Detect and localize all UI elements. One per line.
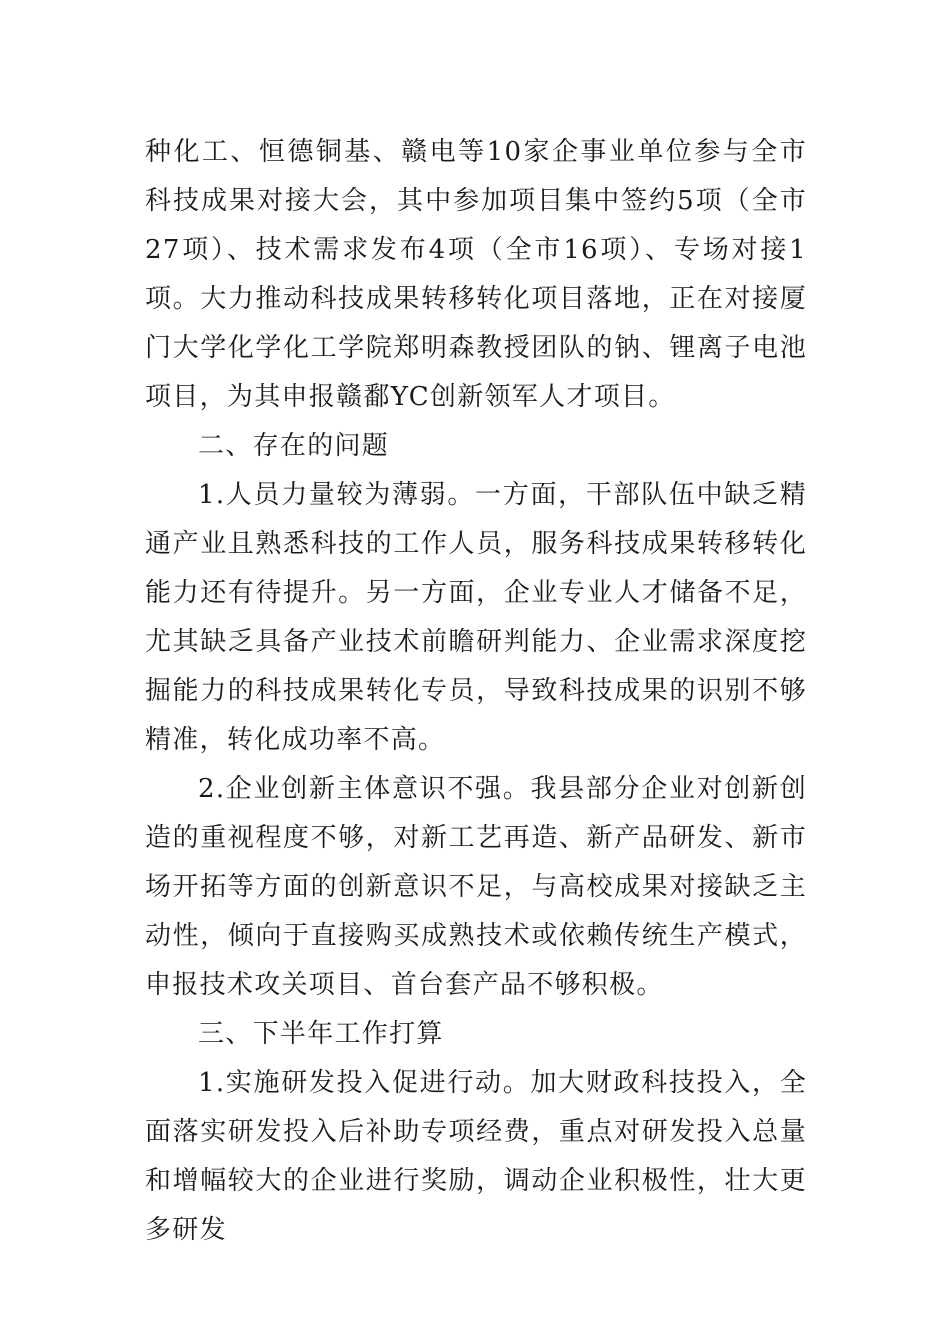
paragraph-problem-1: 1.人员力量较为薄弱。一方面，干部队伍中缺乏精通产业且熟悉科技的工作人员，服务科技成果转移转化能力还有待提升。另一方面，企业专业人才储备不足，尤其缺乏具备产业技术前瞻研判能力、企业需求深度挖掘能力的科技成果转化专员，导致科技成果的识别不够精准，转化成功率不高。 bbox=[145, 480, 807, 755]
paragraph-plan-1: 1.实施研发投入促进行动。加大财政科技投入，全面落实研发投入后补助专项经费，重点对研发投入总量和增幅较大的企业进行奖励，调动企业积极性，壮大更多研发 bbox=[145, 1068, 807, 1245]
paragraph-continuation: 种化工、恒德铜基、赣电等10家企事业单位参与全市科技成果对接大会，其中参加项目集中签约5项（全市27项）、技术需求发布4项（全市16项）、专场对接1项。大力推动科技成果转移转化项目落地，正在对接厦门大学化学化工学院郑明森教授团队的钠、锂离子电池项目，为其申报赣鄱YC创新领军人才项目。 bbox=[145, 137, 807, 412]
section-heading-plans: 三、下半年工作打算 bbox=[198, 1019, 444, 1049]
document-body bbox=[145, 128, 807, 1255]
section-heading-problems: 二、存在的问题 bbox=[198, 431, 390, 461]
paragraph-problem-2: 2.企业创新主体意识不强。我县部分企业对创新创造的重视程度不够，对新工艺再造、新产品研发、新市场开拓等方面的创新意识不足，与高校成果对接缺乏主动性，倾向于直接购买成熟技术或依赖传统生产模式，申报技术攻关项目、首台套产品不够积极。 bbox=[145, 774, 807, 1000]
